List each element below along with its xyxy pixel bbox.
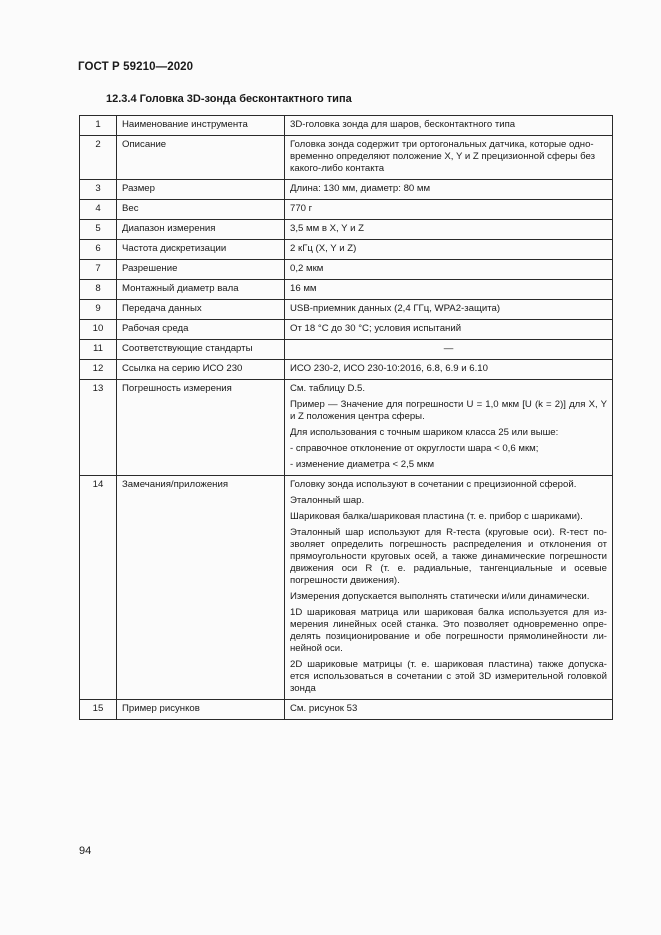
table-row [80, 136, 613, 180]
value-paragraph: От 18 °С до 30 °С; условия испытаний [290, 323, 462, 334]
spec-table [79, 115, 613, 720]
row-number: 6 [80, 240, 117, 260]
value-paragraph: — [443, 343, 454, 354]
parameter-name: Описание [117, 136, 285, 180]
table-row [80, 220, 613, 240]
parameter-name: Ссылка на серию ИСО 230 [117, 360, 285, 380]
row-number: 9 [80, 300, 117, 320]
value-paragraph: 1D шариковая матрица или шариковая балка используется для из-мерения линейных осей станка. Это позволяет одновременно опре-делять позиционирование и обе погрешности прямолинейности ли-нейной оси. [290, 607, 607, 654]
page-number: 94 [79, 845, 92, 857]
row-number: 8 [80, 280, 117, 300]
value-paragraph: ИСО 230-2, ИСО 230-10:2016, 6.8, 6.9 и 6.10 [290, 363, 488, 374]
parameter-name: Размер [117, 180, 285, 200]
row-number: 7 [80, 260, 117, 280]
table-row [80, 200, 613, 220]
value-paragraph: Эталонный шар используют для R-теста (круговые оси). R-тест по-зволяет определить погрешность распределения и отклонения от прямоугольности круговых осей, а также динамические погрешности движения оси R (т. е. радиальные, тангенциальные и осевые погрешности движения). [290, 527, 607, 586]
value-paragraph: Пример — Значение для погрешности U = 1,0 мкм [U (k = 2)] для X, Y и Z положения центра сферы. [290, 399, 607, 422]
parameter-name: Наименование инструмента [117, 116, 285, 136]
value-paragraph: Измерения допускается выполнять статически и/или динамически. [290, 591, 590, 602]
table-row [80, 240, 613, 260]
row-number: 4 [80, 200, 117, 220]
value-paragraph: Для использования с точным шариком класса 25 или выше: [290, 427, 559, 438]
parameter-value [285, 200, 613, 220]
parameter-name: Монтажный диаметр вала [117, 280, 285, 300]
parameter-value [285, 240, 613, 260]
parameter-value [285, 476, 613, 700]
row-number: 3 [80, 180, 117, 200]
value-paragraph: 16 мм [290, 283, 317, 294]
parameter-value [285, 180, 613, 200]
value-paragraph: 2 кГц (X, Y и Z) [290, 243, 357, 254]
parameter-name: Погрешность измерения [117, 380, 285, 476]
parameter-name: Замечания/приложения [117, 476, 285, 700]
parameter-value [285, 320, 613, 340]
parameter-value [285, 360, 613, 380]
row-number: 12 [80, 360, 117, 380]
row-number: 14 [80, 476, 117, 700]
row-number: 13 [80, 380, 117, 476]
table-row [80, 476, 613, 700]
section-title: 12.3.4 Головка 3D-зонда бесконтактного типа [106, 93, 352, 105]
parameter-value [285, 280, 613, 300]
table-row [80, 280, 613, 300]
parameter-name: Вес [117, 200, 285, 220]
parameter-name: Рабочая среда [117, 320, 285, 340]
table-row [80, 260, 613, 280]
parameter-value [285, 340, 613, 360]
value-paragraph: Головку зонда используют в сочетании с прецизионной сферой. [290, 479, 577, 490]
value-paragraph: 770 г [290, 203, 313, 214]
table-row [80, 180, 613, 200]
row-number: 15 [80, 700, 117, 720]
parameter-name: Передача данных [117, 300, 285, 320]
value-paragraph: См. рисунок 53 [290, 703, 358, 714]
table-row [80, 300, 613, 320]
parameter-name: Соответствующие стандарты [117, 340, 285, 360]
row-number: 11 [80, 340, 117, 360]
table-row [80, 700, 613, 720]
table-row [80, 340, 613, 360]
parameter-name: Диапазон измерения [117, 220, 285, 240]
row-number: 10 [80, 320, 117, 340]
parameter-name: Частота дискретизации [117, 240, 285, 260]
parameter-name: Пример рисунков [117, 700, 285, 720]
row-number: 2 [80, 136, 117, 180]
table-row [80, 360, 613, 380]
parameter-value [285, 700, 613, 720]
value-paragraph: Шариковая балка/шариковая пластина (т. е. прибор с шариками). [290, 511, 583, 522]
table-row [80, 380, 613, 476]
parameter-value [285, 136, 613, 180]
table-row [80, 116, 613, 136]
row-number: 1 [80, 116, 117, 136]
table-row [80, 320, 613, 340]
value-paragraph: См. таблицу D.5. [290, 383, 366, 394]
parameter-value [285, 380, 613, 476]
value-paragraph: Головка зонда содержит три ортогональных датчика, которые одно-временно определяют положение X, Y и Z прецизионной сферы без какого-либо контакта [290, 139, 596, 174]
standard-designation: ГОСТ Р 59210—2020 [78, 61, 194, 73]
parameter-value [285, 116, 613, 136]
row-number: 5 [80, 220, 117, 240]
value-paragraph: 2D шариковые матрицы (т. е. шариковая пластина) также допуска-ется использоваться в сочетании с этой 3D измерительной головкой зонда [290, 659, 607, 694]
parameter-value [285, 260, 613, 280]
value-paragraph: - справочное отклонение от округлости шара < 0,6 мкм; [290, 443, 539, 454]
parameter-name: Разрешение [117, 260, 285, 280]
parameter-value [285, 300, 613, 320]
value-paragraph: 0,2 мкм [290, 263, 324, 274]
value-paragraph: 3D-головка зонда для шаров, бесконтактного типа [290, 119, 516, 130]
value-paragraph: 3,5 мм в X, Y и Z [290, 223, 364, 234]
parameter-value [285, 220, 613, 240]
value-paragraph: - изменение диаметра < 2,5 мкм [290, 459, 435, 470]
value-paragraph: Эталонный шар. [290, 495, 365, 506]
value-paragraph: USB-приемник данных (2,4 ГГц, WPA2-защита) [290, 303, 501, 314]
value-paragraph: Длина: 130 мм, диаметр: 80 мм [290, 183, 431, 194]
